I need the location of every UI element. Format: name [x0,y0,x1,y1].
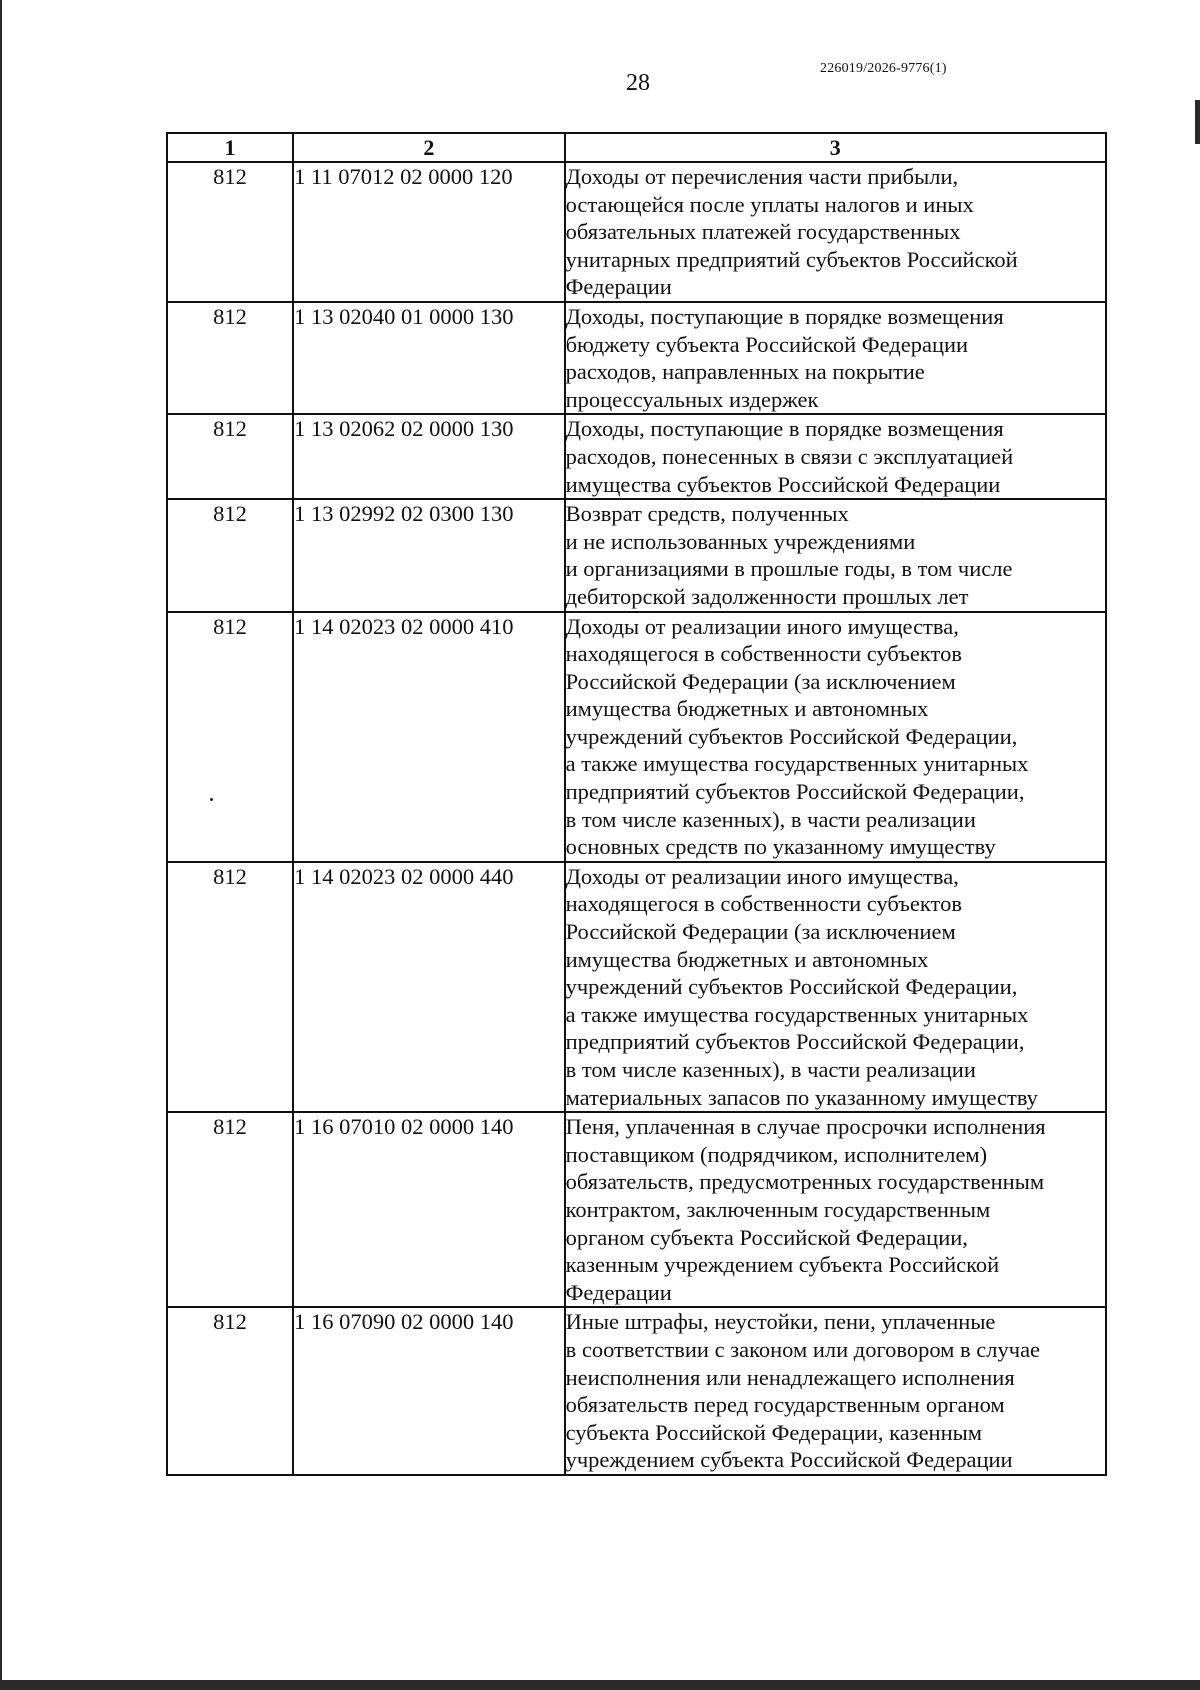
income-name-line: Федерации [565,274,672,300]
income-name-line: контрактом, заключенным государственным [565,1196,991,1222]
income-name-line: основных средств по указанному имуществу [565,834,996,860]
income-name-cell [565,1307,1106,1475]
income-name-line: учреждений субъектов Российской Федерации, [565,974,1018,1000]
income-name-line: в том числе казенных), в части реализации [565,1057,976,1082]
income-name-line: а также имущества государственных унитарных [565,1001,1029,1027]
income-name-line: Федерации [565,1279,672,1305]
income-name-line: Доходы, поступающие в порядке возмещения [565,416,1004,442]
income-name-cell [565,862,1106,1112]
income-name-line: казенным учреждением субъекта Российской [565,1252,1000,1278]
income-name-line: учреждением субъекта Российской Федерации [565,1447,1013,1473]
income-name-line: имущества субъектов Российской Федерации [565,471,1001,497]
income-name-line: процессуальных издержек [565,386,819,412]
income-code-cell: 1 13 02040 01 0000 130 [293,302,564,414]
income-name-cell [565,162,1106,302]
income-name-line: обязательств перед государственным органом [565,1392,1005,1418]
column-header-2: 2 [293,133,564,162]
page-number: 28 [626,70,650,96]
income-name-line: Доходы от реализации иного имущества, [565,613,959,639]
income-name-line: обязательных платежей государственных [565,219,961,245]
income-code-cell: 1 16 07090 02 0000 140 [293,1307,564,1475]
table-header-row [167,133,1106,162]
income-codes-table [166,132,1107,1476]
income-name-line: Пеня, уплаченная в случае просрочки исполнения [565,1114,1046,1140]
document-id: 226019/2026-9776(1) [820,61,947,76]
income-name-line: остающейся после уплаты налогов и иных [565,191,974,217]
income-name-line: Российской Федерации (за исключением [565,668,956,694]
income-name-line: бюджету субъекта Российской Федерации [565,331,969,357]
income-code-cell: 1 11 07012 02 0000 120 [293,162,564,302]
income-name-cell [565,414,1106,499]
admin-code-cell: 812 [167,414,293,499]
income-name-line: дебиторской задолженности прошлых лет [565,583,969,609]
column-header-1: 1 [167,133,293,162]
table-row [167,499,1106,611]
income-name-line: предприятий субъектов Российской Федерации, [565,779,1025,805]
income-name-line: Доходы, поступающие в порядке возмещения [565,303,1004,329]
income-name-line: находящегося в собственности субъектов [565,891,962,917]
income-name-line: и не использованных учреждениями [565,528,916,554]
income-name-line: материальных запасов по указанному имуществу [565,1084,1038,1110]
income-code-cell: 1 14 02023 02 0000 440 [293,862,564,1112]
table-row [167,414,1106,499]
income-name-line: имущества бюджетных и автономных [565,696,929,722]
admin-code-cell: 812 [167,612,293,862]
income-code-cell: 1 13 02992 02 0300 130 [293,499,564,611]
income-name-line: Доходы от перечисления части прибыли, [565,164,959,189]
column-header-3: 3 [565,133,1106,162]
admin-code-cell: 812 [167,1112,293,1307]
table-body [167,162,1106,1475]
income-name-line: унитарных предприятий субъектов Российской [565,246,1018,272]
income-name-line: расходов, направленных на покрытие [565,359,925,385]
income-name-line: в соответствии с законом или договором в случае [565,1336,1041,1362]
admin-code-cell: 812 [167,1307,293,1475]
income-name-cell [565,302,1106,414]
income-name-cell [565,499,1106,611]
income-name-line: Российской Федерации (за исключением [565,919,956,945]
income-name-line: Доходы от реализации иного имущества, [565,863,959,889]
income-name-line: органом субъекта Российской Федерации, [565,1224,968,1250]
income-name-line: субъекта Российской Федерации, казенным [565,1419,982,1445]
income-name-cell [565,612,1106,862]
table-row [167,162,1106,302]
income-code-cell: 1 16 07010 02 0000 140 [293,1112,564,1307]
admin-code-cell: 812 [167,862,293,1112]
income-name-line: неисполнения или ненадлежащего исполнения [565,1364,1015,1390]
income-name-line: имущества бюджетных и автономных [565,946,929,972]
income-name-line: и организациями в прошлые годы, в том числе [565,556,1013,582]
income-code-cell: 1 13 02062 02 0000 130 [293,414,564,499]
income-name-line: находящегося в собственности субъектов [565,641,962,667]
income-code-cell: 1 14 02023 02 0000 410 [293,612,564,862]
table-row [167,862,1106,1112]
income-name-line: расходов, понесенных в связи с эксплуатацией [565,443,1014,469]
income-name-line: предприятий субъектов Российской Федерации, [565,1029,1025,1055]
admin-code-cell: 812 [167,302,293,414]
income-name-line: учреждений субъектов Российской Федерации, [565,723,1018,749]
income-name-line: Возврат средств, полученных [565,501,849,527]
income-name-cell [565,1112,1106,1307]
admin-code-cell: 812 [167,499,293,611]
table-row [167,1112,1106,1307]
income-name-line: а также имущества государственных унитарных [565,751,1029,777]
scan-edge-mark [1195,100,1200,144]
admin-code-cell: 812 [167,162,293,302]
table-row [167,302,1106,414]
income-name-line: обязательств, предусмотренных государственным [565,1169,1045,1195]
table-row [167,612,1106,862]
income-name-line: в том числе казенных), в части реализации [565,806,976,832]
table-row [167,1307,1106,1475]
income-name-line: Иные штрафы, неустойки, пени, уплаченные [565,1309,996,1335]
income-name-line: поставщиком (подрядчиком, исполнителем) [565,1141,988,1167]
